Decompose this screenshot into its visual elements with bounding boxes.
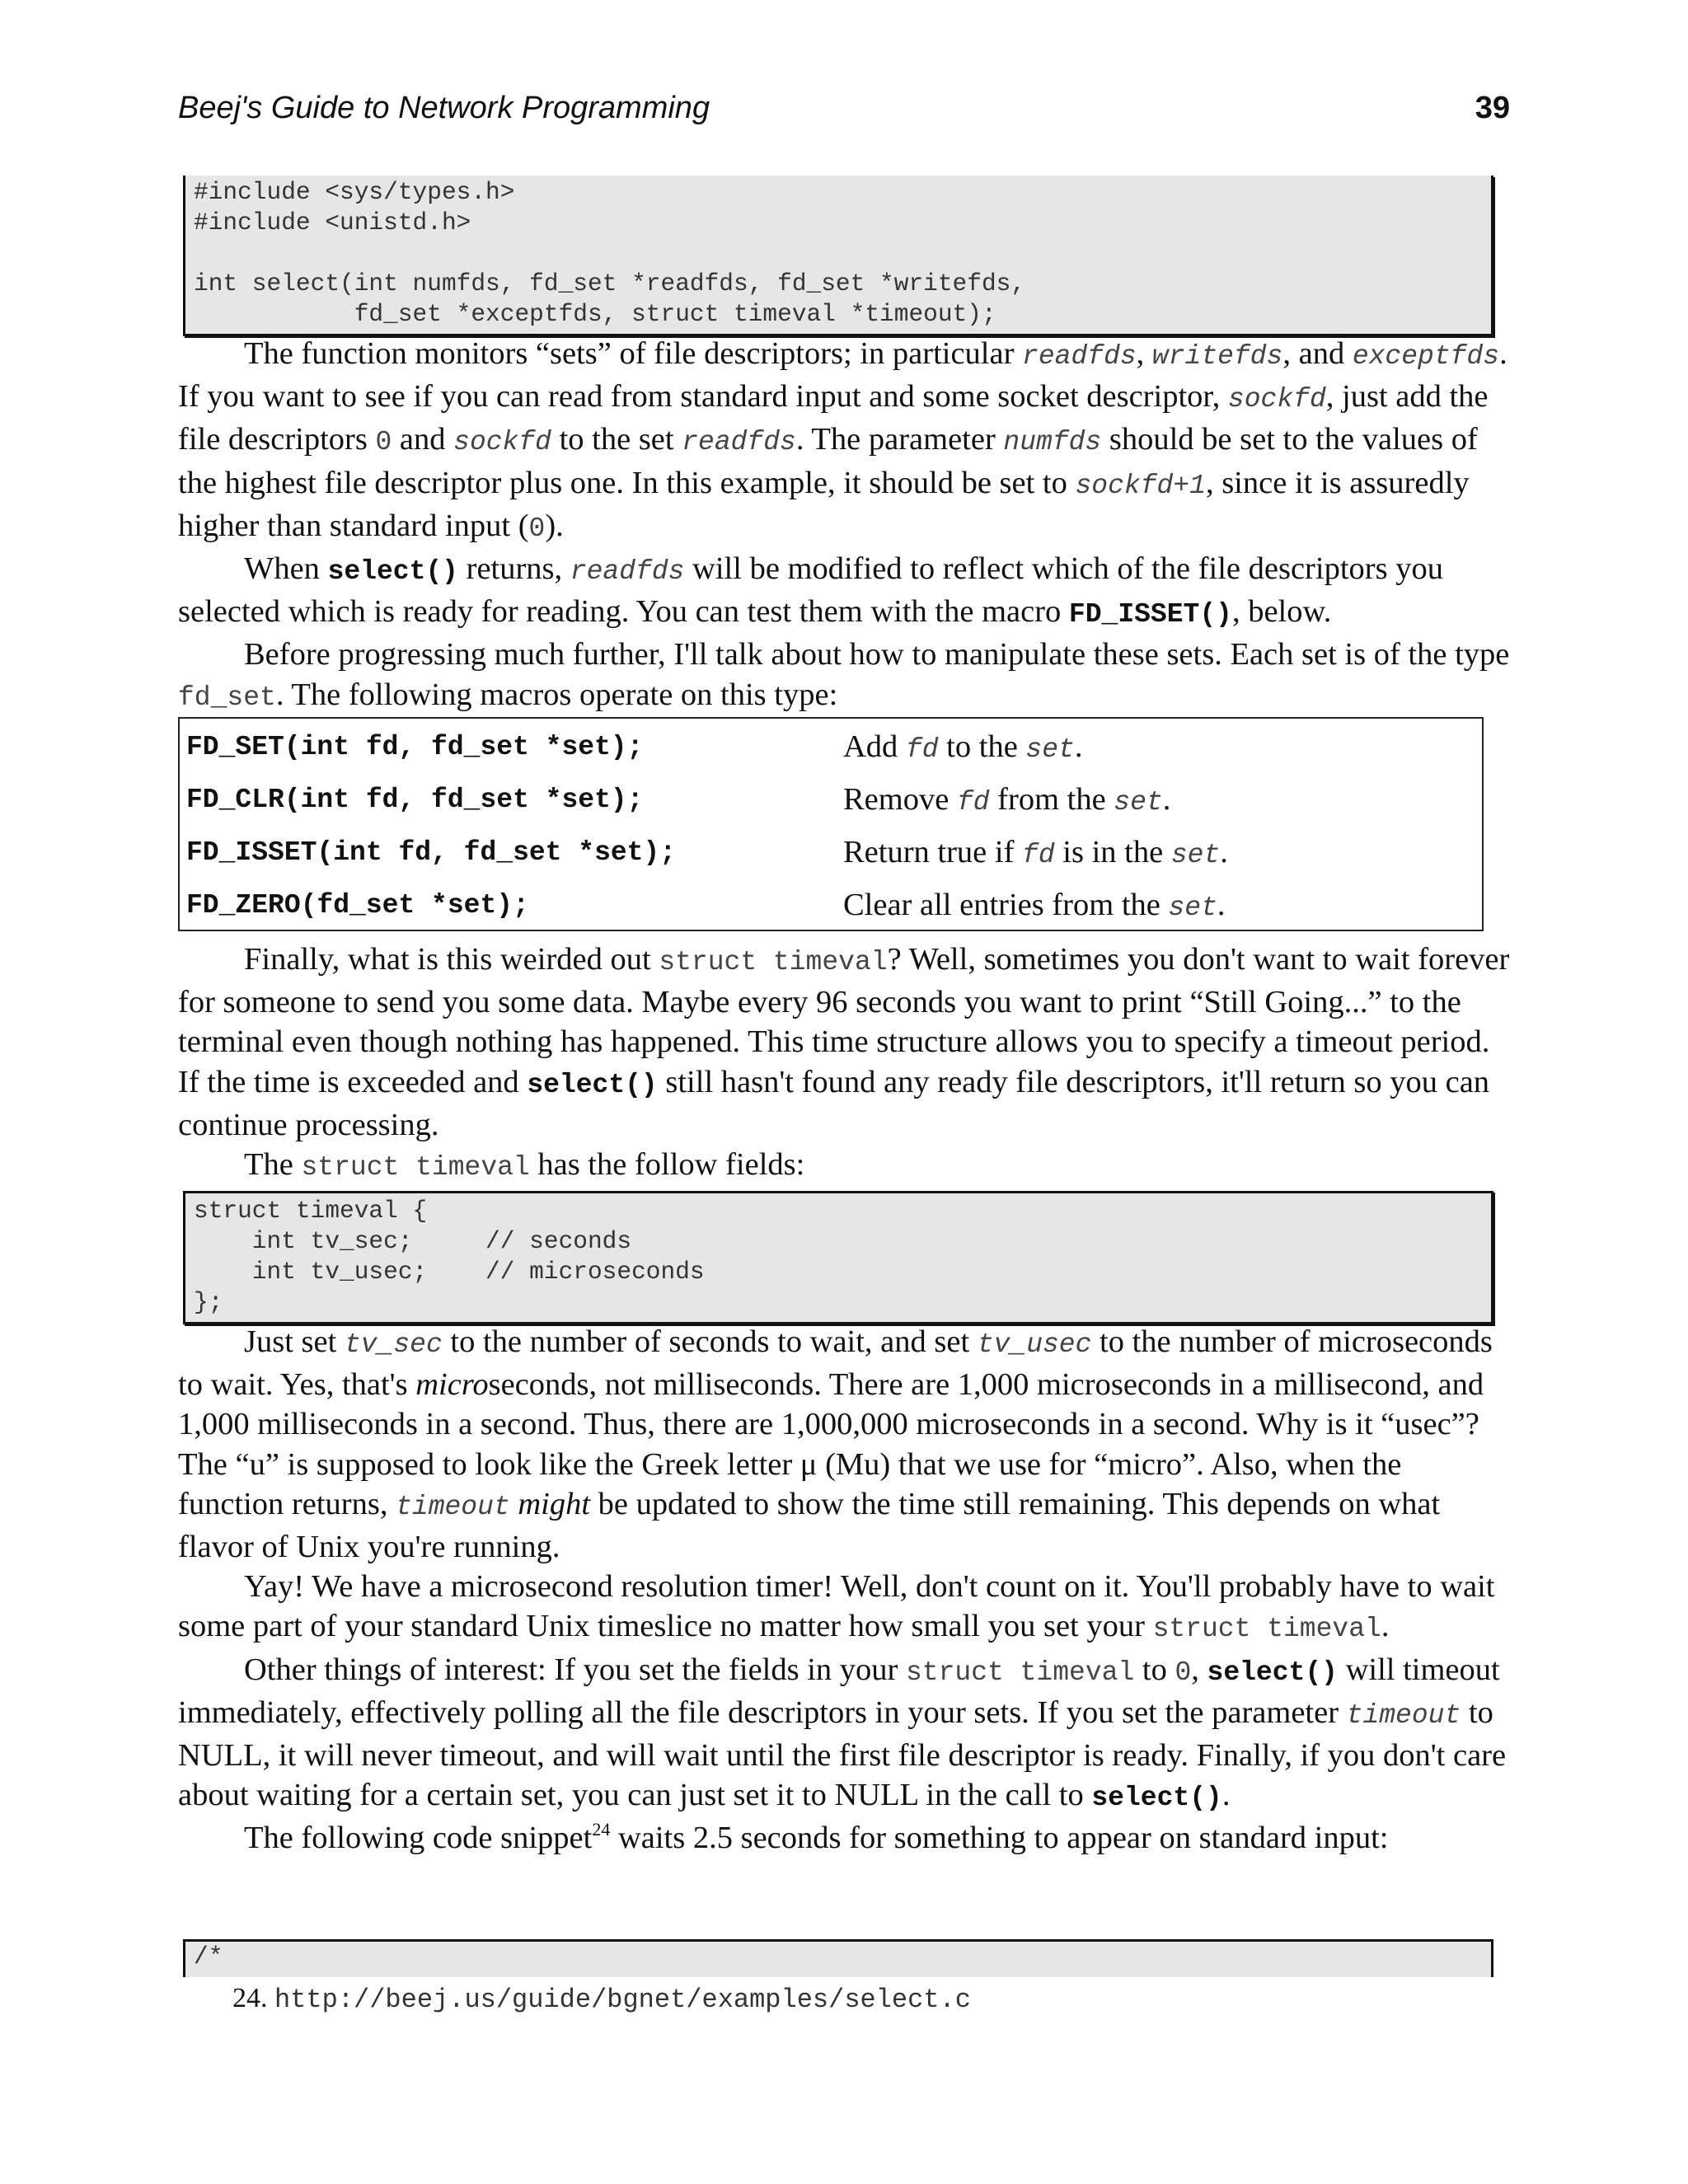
book-title: Beej's Guide to Network Programming [178,91,710,125]
macro-signature: FD_ISSET(int fd, fd_set *set); [186,837,677,868]
paragraph-fd-sets: The function monitors “sets” of file descriptors; in particular readfds, writefds, and exceptfds. If you want to see if you can read from standard input and some socket descriptor, sockfd, just add the file descriptors 0 and sockfd to the set readfds. The parameter numfds should be set to the values of the highest file descriptor plus one. In this example, it should be set to sockfd+1, since it is assuredly higher than standard input (0). [178,336,1507,544]
macro-description: Return true if fd is in the set. [843,835,1228,870]
code-block-select-prototype: #include <sys/types.h> #include <unistd.h> int select(int numfds, fd_set *readfds, fd_set *writefds, fd_set *exceptfds, struct timeval *timeout); [183,176,1493,336]
page-number: 39 [1475,91,1510,125]
paragraph-code-snippet-intro: The following code snippet$^{24}$ waits 2.5 seconds for something to appear on standard input: [244,1819,1389,1856]
macro-row-fd-isset [180,826,1482,879]
paragraph-manipulate-sets: Before progressing much further, I'll talk about how to manipulate these sets. Each set is of the type fd_set. The following macros operate on this type: [178,637,1510,713]
macro-signature: FD_CLR(int fd, fd_set *set); [186,784,644,815]
footnote [232,1983,971,2015]
macro-description: Clear all entries from the set. [843,888,1226,923]
footnote-number: 24. [232,1983,268,2013]
macro-description: Add fd to the set. [843,729,1083,765]
running-header [178,91,1510,140]
macro-signature: FD_SET(int fd, fd_set *set); [186,731,644,762]
macro-row-fd-clr [180,773,1482,826]
paragraph-timeval-fields: The struct timeval has the follow fields: [244,1147,805,1183]
code-block-timeval-struct: struct timeval { int tv_sec; // seconds int tv_usec; // microseconds }; [183,1191,1493,1324]
macro-signature: FD_ZERO(fd_set *set); [186,889,529,921]
macro-row-fd-set [180,720,1482,773]
text-section-timeval [178,940,1510,1188]
macro-table [178,717,1484,931]
paragraph-tv-sec-usec: Just set tv_sec to the number of seconds to wait, and set tv_usec to the number of microseconds to wait. Yes, that's microseconds, not milliseconds. There are 1,000 microseconds in a millisecond, and 1,000 milliseconds in a second. Thus, there are 1,000,000 microseconds in a second. Why is it “usec”? The “u” is supposed to look like the Greek letter μ (Mu) that we use for “micro”. Also, when the function returns, timeout might be updated to show the time still remaining. This depends on what flavor of Unix you're running. [178,1324,1493,1565]
paragraph-microsecond-timer: Yay! We have a microsecond resolution timer! Well, don't count on it. You'll probably have to wait some part of your standard Unix timeslice no matter how small you set your struct timeval. [178,1569,1495,1645]
footnote-url-link[interactable]: http://beej.us/guide/bgnet/examples/select.c [274,1985,971,2015]
paragraph-other-interest: Other things of interest: If you set the fields in your struct timeval to 0, select() will timeout immediately, effectively polling all the file descriptors in your sets. If you set the parameter timeout to NULL, it will never timeout, and will wait until the first file descriptor is ready. Finally, if you don't care about waiting for a certain set, you can just set it to NULL in the call to select(). [178,1652,1507,1814]
text-section-select-params [178,334,1510,718]
macro-row-fd-zero [180,879,1482,931]
footnote-reference[interactable]: 24 [592,1819,611,1840]
paragraph-select-returns: When select() returns, readfds will be modified to reflect which of the file descriptors you selected which is ready for reading. You can test them with the macro FD_ISSET(), below. [178,551,1443,630]
paragraph-struct-timeval: Finally, what is this weirded out struct timeval? Well, sometimes you don't want to wait forever for someone to send you some data. Maybe every 96 seconds you want to print “Still Going...” to the terminal even though nothing has happened. This time structure allows you to specify a timeout period. If the time is exceeded and select() still hasn't found any ready file descriptors, it'll return so you can continue processing. [178,942,1510,1142]
code-block-snippet-start: /* [183,1939,1493,1977]
macro-description: Remove fd from the set. [843,782,1171,818]
text-section-timeout-details [178,1322,1510,1858]
